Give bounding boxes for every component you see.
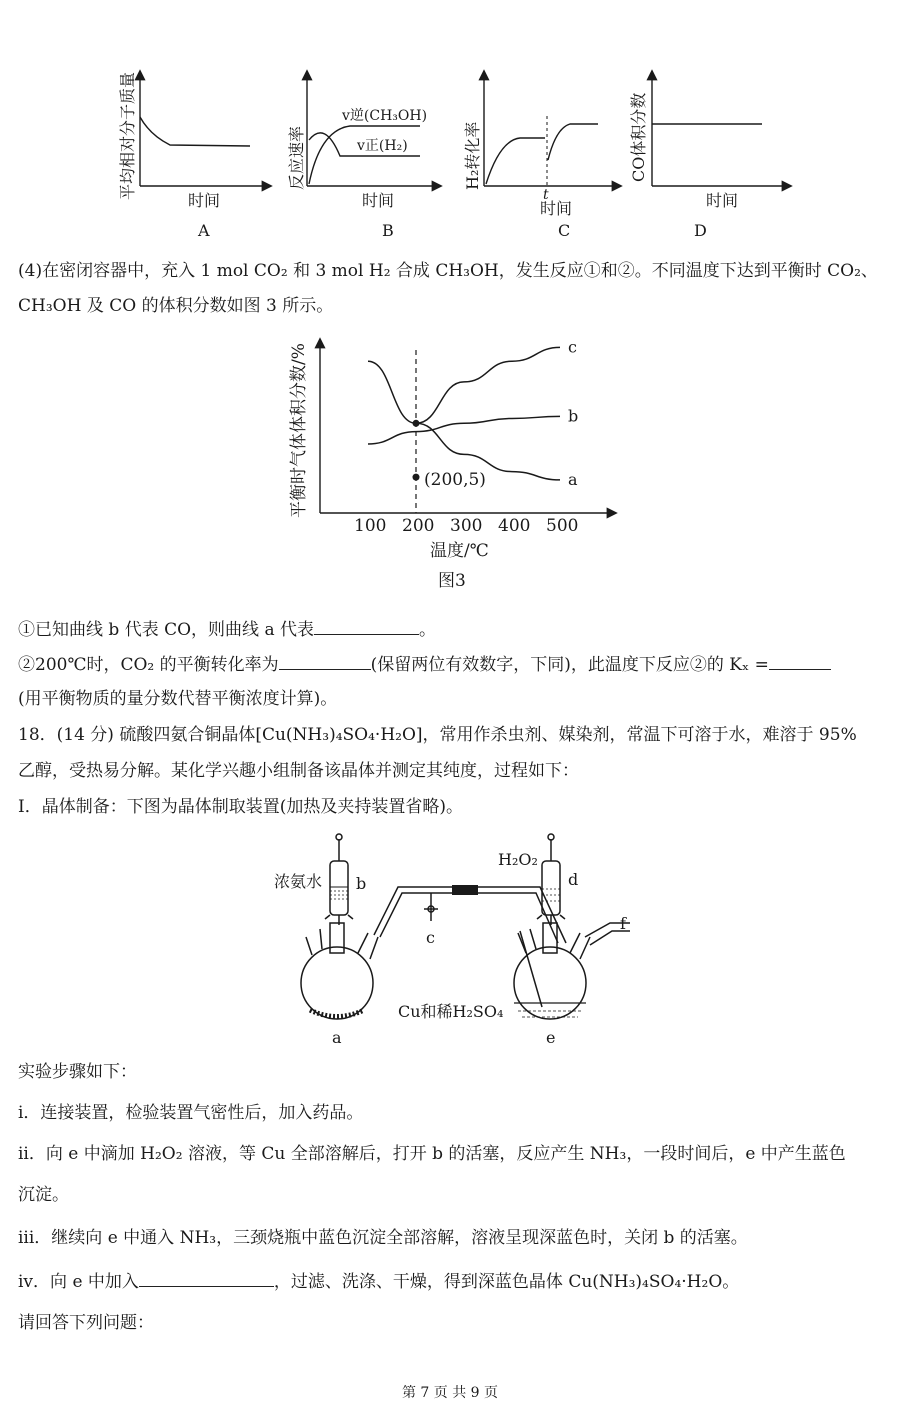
- flask-a: [301, 923, 378, 1019]
- answer-blank[interactable]: [314, 618, 419, 635]
- graph-d-xlabel: 时间: [706, 191, 739, 210]
- fig3-caption: 图3: [438, 571, 466, 591]
- gas-inlet: [520, 931, 542, 1007]
- graph-d-ylabel: CO体积分数: [629, 92, 648, 182]
- q4-line1: (4)在密闭容器中，充入 1 mol CO₂ 和 3 mol H₂ 合成 CH₃OH，发生反应①和②。不同温度下达到平衡时 CO₂、: [18, 261, 878, 281]
- fig3-series-label-c: c: [568, 337, 577, 357]
- fig3-xtick: 200: [402, 516, 435, 536]
- steps-title: 实验步骤如下：: [18, 1062, 137, 1082]
- tube-joint: [452, 885, 478, 895]
- answer-blank[interactable]: [769, 653, 831, 670]
- funnel-b: [325, 834, 353, 925]
- graph-a-label: A: [198, 221, 210, 240]
- q4-item2: [18, 653, 831, 676]
- page-footer: 第 7 页 共 9 页: [401, 1385, 499, 1401]
- graph-b-curve2-label: v正(H₂): [357, 138, 408, 154]
- graph-c-xlabel: 时间: [540, 199, 573, 218]
- fig3-series-b: [368, 416, 560, 444]
- graph-a-xlabel: 时间: [188, 191, 221, 210]
- step-4-text-a: iv．向 e 中加入: [18, 1272, 139, 1292]
- fig3-series-label-a: a: [568, 469, 578, 489]
- label-e: e: [546, 1028, 556, 1047]
- graph-a-curve: [140, 117, 250, 146]
- graph-c-t-mark: t: [543, 187, 549, 203]
- stopcock-c: [424, 893, 438, 921]
- fig3-xtick: 300: [450, 516, 483, 536]
- q18-line1: 18．(14 分) 硫酸四氨合铜晶体[Cu(NH₃)₄SO₄·H₂O]，常用作杀虫剂、媒染剂，常温下可溶于水，难溶于 95%: [18, 725, 857, 745]
- answer-blank[interactable]: [139, 1270, 274, 1287]
- label-f: f: [620, 914, 626, 933]
- graph-c-curve2: [548, 124, 598, 160]
- label-h2o2: H₂O₂: [498, 850, 538, 869]
- fig3-series-label-b: b: [568, 406, 579, 426]
- label-c: c: [426, 928, 435, 947]
- q4-item2-text-a: ②200℃时，CO₂ 的平衡转化率为: [18, 655, 279, 675]
- label-b: b: [356, 874, 367, 893]
- q18-line2: 乙醇，受热易分解。某化学兴趣小组制备该晶体并测定其纯度，过程如下：: [18, 761, 579, 781]
- fig3-xtick: 400: [498, 516, 531, 536]
- step-4: [18, 1270, 739, 1293]
- fig3-point-label: (200,5): [424, 470, 486, 491]
- graph-d-label: D: [694, 221, 707, 240]
- fig3-ylabel: 平衡时气体体积分数/%: [289, 343, 309, 518]
- fig3-point-200-5: [413, 474, 420, 481]
- graph-b-ylabel: 反应速率: [287, 125, 306, 190]
- apparatus-figure: [250, 825, 650, 1050]
- step-2: ii．向 e 中滴加 H₂O₂ 溶液，等 Cu 全部溶解后，打开 b 的活塞，反应产生 NH₃，一段时间后，e 中产生蓝色: [18, 1144, 846, 1164]
- graph-b: [287, 72, 440, 240]
- top-graphs: [0, 0, 900, 250]
- label-ammonia: 浓氨水: [274, 872, 323, 891]
- q4-line2: CH₃OH 及 CO 的体积分数如图 3 所示。: [18, 296, 334, 316]
- graph-c-ylabel: H₂转化率: [463, 121, 482, 190]
- q4-item1-end: 。: [418, 620, 436, 640]
- answer-blank[interactable]: [279, 653, 371, 670]
- graph-c-label: C: [558, 221, 571, 240]
- step-3: iii．继续向 e 中通入 NH₃，三颈烧瓶中蓝色沉淀全部溶解，溶液呈现深蓝色时，关闭 b 的活塞。: [18, 1228, 748, 1248]
- q4-item1: [18, 618, 436, 641]
- figure3-chart: [270, 328, 630, 596]
- graph-a: [118, 72, 270, 240]
- q4-item2-text-b: (保留两位有效数字，下同)，此温度下反应②的 Kₓ =: [370, 655, 769, 675]
- step-4-text-b: ，过滤、洗涤、干燥，得到深蓝色晶体 Cu(NH₃)₄SO₄·H₂O。: [273, 1272, 740, 1292]
- fig3-series-c: [416, 347, 560, 423]
- graph-b-xlabel: 时间: [362, 191, 395, 210]
- graph-b-curve1-label: v逆(CH₃OH): [342, 108, 428, 124]
- label-d: d: [568, 870, 579, 889]
- fig3-xlabel: 温度/℃: [430, 541, 489, 561]
- graph-c-curve1: [486, 138, 545, 184]
- label-a: a: [332, 1028, 342, 1047]
- graph-c: [463, 72, 620, 240]
- label-cu-acid: Cu和稀H₂SO₄: [398, 1002, 504, 1021]
- fig3-series-a: [368, 361, 560, 480]
- graph-d: [629, 72, 790, 240]
- graph-b-label: B: [382, 221, 394, 240]
- ask-line: 请回答下列问题：: [18, 1313, 154, 1333]
- fig3-xtick: 100: [354, 516, 387, 536]
- fig3-intersection-point: [413, 420, 420, 427]
- q4-item2-cont: (用平衡物质的量分数代替平衡浓度计算)。: [18, 689, 338, 709]
- step-1: i．连接装置，检验装置气密性后，加入药品。: [18, 1103, 364, 1123]
- q4-item1-text: ①已知曲线 b 代表 CO，则曲线 a 代表: [18, 620, 314, 640]
- fig3-xtick: 500: [546, 516, 579, 536]
- step-2-cont: 沉淀。: [18, 1185, 69, 1205]
- graph-a-ylabel: 平均相对分子质量: [118, 71, 137, 200]
- q18-line3: I．晶体制备：下图为晶体制取装置(加热及夹持装置省略)。: [18, 797, 463, 817]
